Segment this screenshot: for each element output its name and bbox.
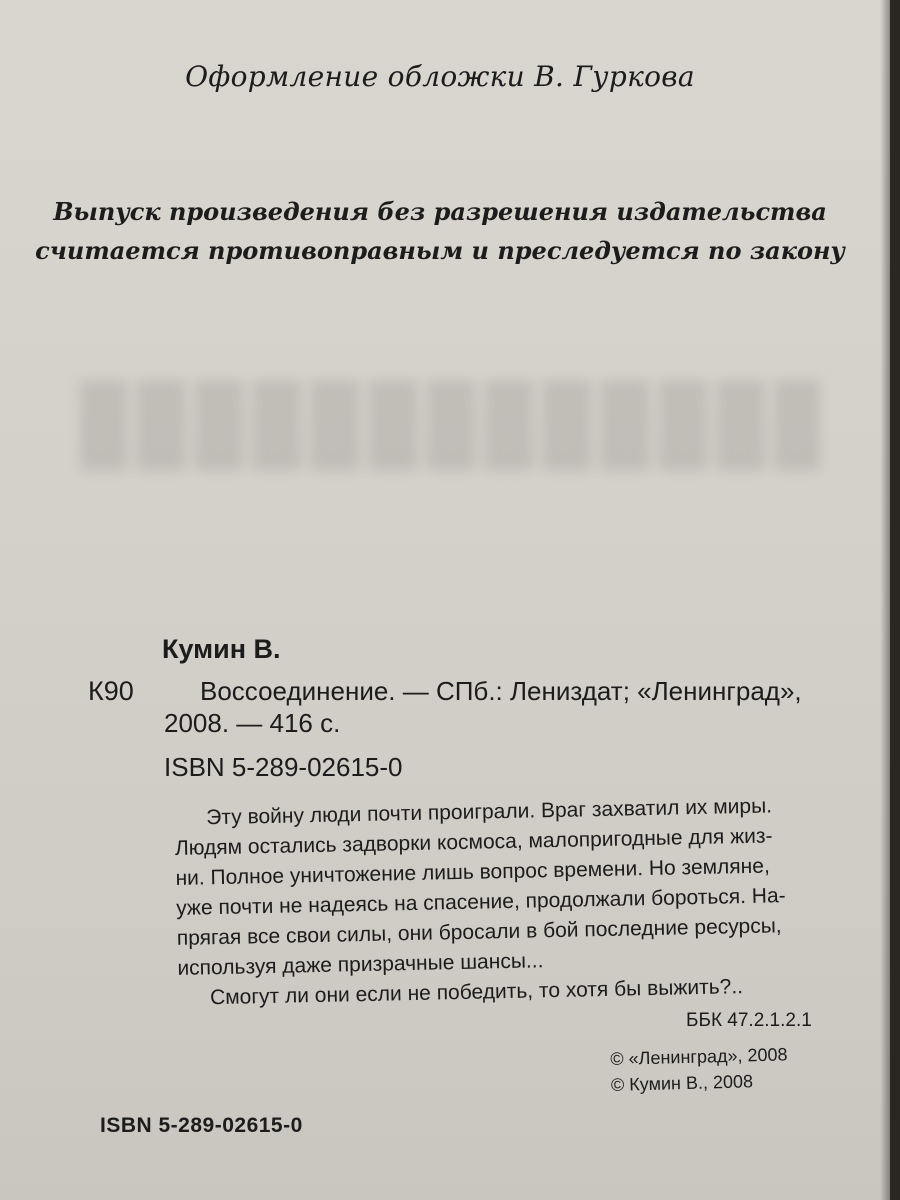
bleed-through-shadow bbox=[80, 380, 820, 470]
annotation-line: Людям остались задворки космоса, малопригодные для жиз- bbox=[174, 824, 773, 860]
annotation-line: уже почти не надеясь на спасение, продолжали бороться. На- bbox=[175, 884, 786, 920]
bibliographic-line: Воссоединение. — СПб.: Лениздат; «Ленинград», bbox=[200, 676, 802, 706]
catalog-code: К90 bbox=[88, 676, 134, 706]
legal-notice-line: считается противоправным и преследуется по закону bbox=[35, 236, 845, 265]
bbk-classification: ББК 47.2.1.2.1 bbox=[686, 1010, 812, 1031]
footer-isbn: ISBN 5-289-02615-0 bbox=[100, 1114, 303, 1137]
copyright-line: © «Ленинград», 2008 bbox=[610, 1044, 788, 1069]
copyright-block bbox=[610, 1041, 788, 1098]
annotation-line: используя даже призрачные шансы... bbox=[177, 949, 544, 980]
catalog-isbn: ISBN 5-289-02615-0 bbox=[164, 752, 403, 782]
annotation-line: Смогут ли они если не победить, то хотя бы выжить?.. bbox=[209, 975, 744, 1010]
legal-notice bbox=[0, 192, 880, 270]
book-annotation bbox=[172, 790, 836, 1014]
annotation-line: прягая все свои силы, они бросали в бой последние ресурсы, bbox=[176, 914, 782, 950]
legal-notice-line: Выпуск произведения без разрешения издательства bbox=[53, 197, 827, 226]
cover-design-credit: Оформление обложки В. Гуркова bbox=[185, 60, 695, 93]
annotation-line: Эту войну люди почти проиграли. Враг захватил их миры. bbox=[206, 794, 773, 830]
copyright-line: © Кумин В., 2008 bbox=[610, 1071, 754, 1095]
bibliographic-line: 2008. — 416 с. bbox=[164, 708, 341, 738]
catalog-author: Кумин В. bbox=[162, 634, 281, 664]
annotation-line: ни. Полное уничтожение лишь вопрос времени. Но земляне, bbox=[175, 854, 771, 890]
page-edge-shadow bbox=[880, 0, 890, 1200]
